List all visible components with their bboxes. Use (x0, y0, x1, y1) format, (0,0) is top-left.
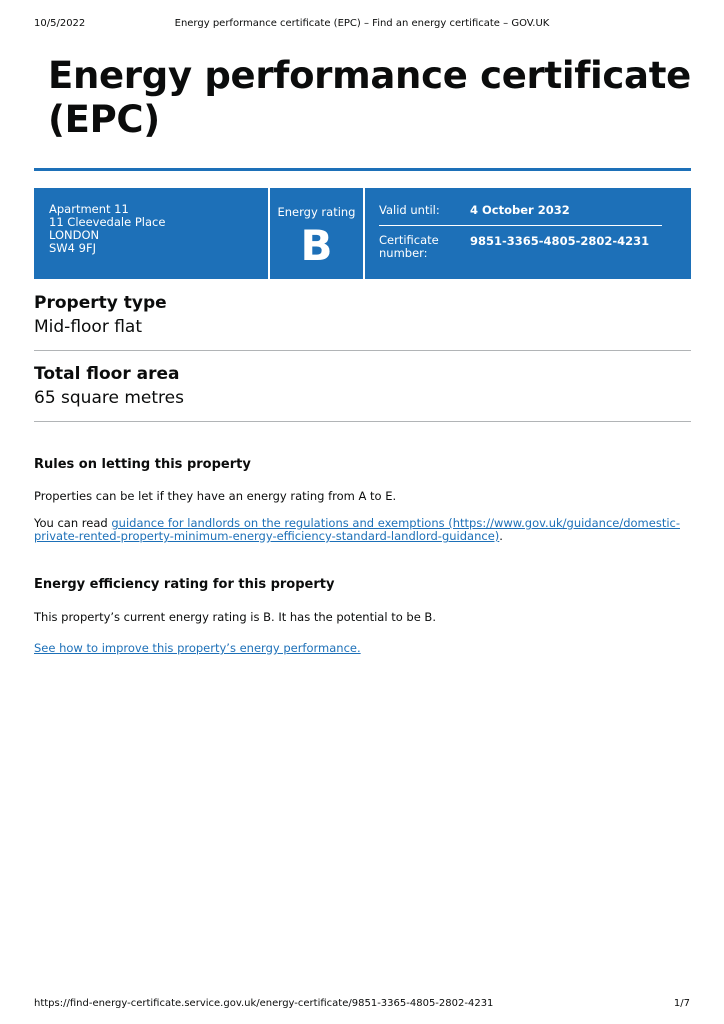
print-url: https://find-energy-certificate.service.gov.uk/energy-certificate/9851-3365-4805-2802-4231 (34, 998, 494, 1009)
address-line: Apartment 11 (49, 202, 129, 216)
letting-rules-heading: Rules on letting this property (34, 457, 251, 472)
efficiency-rating-text: This property’s current energy rating is B. It has the potential to be B. (34, 610, 436, 624)
landlord-guidance-link[interactable]: guidance for landlords on the regulations and exemptions (https://www.gov.uk/guidance/domestic-private-rented-property-minimum-energy-efficiency-standard-landlord-guidance) (34, 516, 680, 543)
panel-divider (363, 188, 365, 279)
property-type-heading: Property type (34, 293, 167, 313)
print-date: 10/5/2022 (34, 18, 86, 29)
efficiency-rating-heading: Energy efficiency rating for this property (34, 577, 335, 592)
print-header (34, 18, 690, 32)
letting-guidance-suffix: . (499, 529, 503, 543)
floor-area-heading: Total floor area (34, 364, 180, 384)
certificate-number-label: Certificate number: (379, 233, 439, 260)
valid-until-label: Valid until: (379, 203, 440, 217)
epc-summary-panel (34, 188, 691, 279)
print-page-title: Energy performance certificate (EPC) – Find an energy certificate – GOV.UK (174, 18, 550, 29)
page-title: Energy performance certificate (EPC) (48, 54, 691, 141)
valid-until-value: 4 October 2032 (470, 203, 570, 217)
letting-guidance-paragraph (34, 517, 684, 543)
property-type-value: Mid-floor flat (34, 317, 143, 337)
section-divider (34, 421, 691, 422)
title-divider (34, 168, 691, 171)
address-line: SW4 9FJ (49, 241, 96, 255)
property-address (49, 203, 165, 255)
address-line: LONDON (49, 228, 100, 242)
energy-rating-value: B (300, 221, 333, 270)
certificate-number-value: 9851-3365-4805-2802-4231 (470, 234, 650, 248)
letting-rules-text: Properties can be let if they have an energy rating from A to E. (34, 489, 397, 503)
section-divider (34, 350, 691, 351)
page-number: 1/7 (673, 998, 690, 1009)
print-footer (34, 998, 690, 1012)
letting-guidance-prefix: You can read (34, 516, 112, 530)
improve-performance-paragraph (34, 642, 684, 655)
panel-inner-divider (379, 225, 662, 226)
floor-area-value: 65 square metres (34, 388, 184, 408)
address-line: 11 Cleevedale Place (49, 215, 166, 229)
improve-performance-link[interactable]: See how to improve this property’s energy performance. (34, 641, 361, 655)
energy-rating-label: Energy rating (277, 205, 356, 219)
